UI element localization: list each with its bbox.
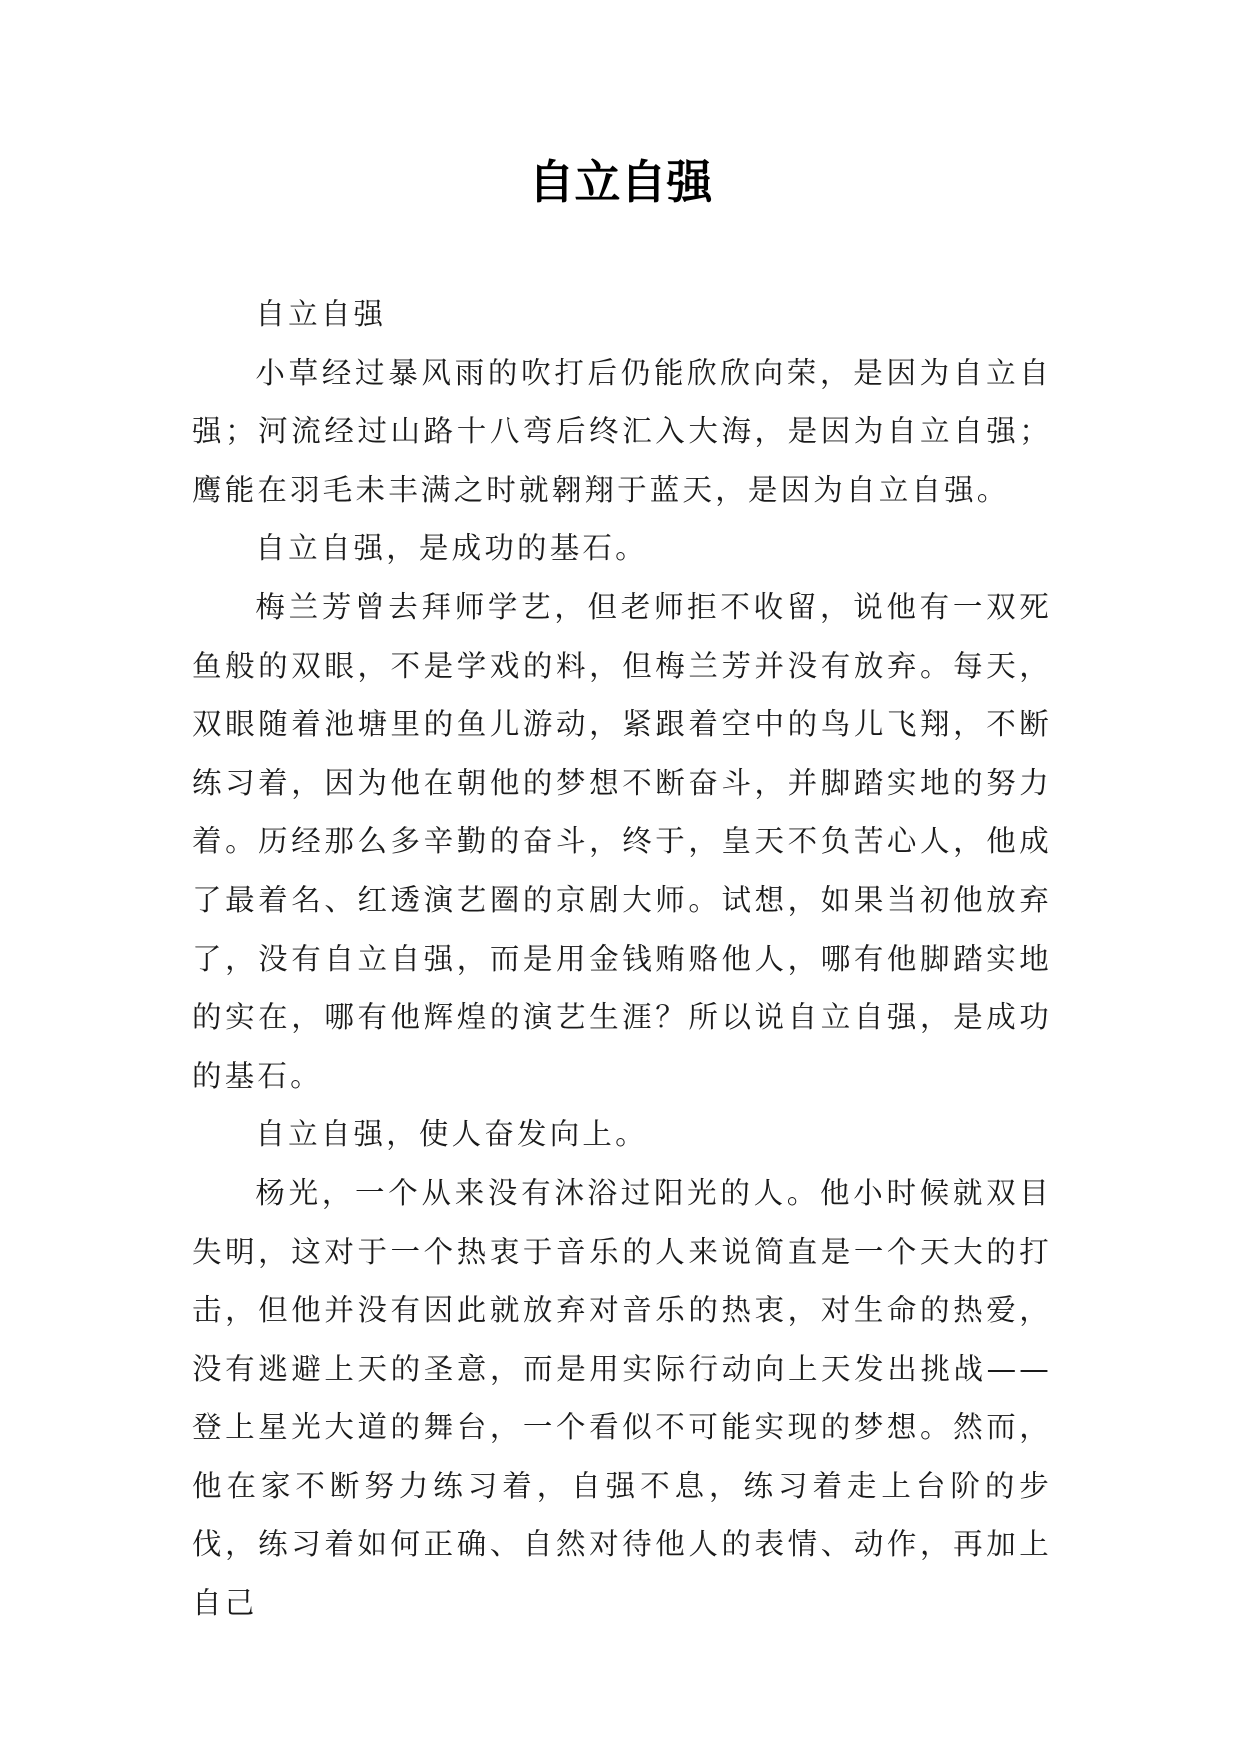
paragraph-thesis-1: 自立自强，是成功的基石。: [255, 531, 648, 566]
paragraph-intro: 小草经过暴风雨的吹打后仍能欣欣向荣，是因为自立自强；河流经过山路十八弯后终汇入大海，是因为自立自强；鹰能在羽毛未丰满之时就翱翔于蓝天，是因为自立自强。: [192, 355, 1052, 507]
document-body: [192, 285, 1052, 1633]
paragraph-example-mei-lanfang: 梅兰芳曾去拜师学艺，但老师拒不收留，说他有一双死鱼般的双眼，不是学戏的料，但梅兰芳并没有放弃。每天，双眼随着池塘里的鱼儿游动，紧跟着空中的鸟儿飞翔，不断练习着，因为他在朝他的梦想不断奋斗，并脚踏实地的努力着。历经那么多辛勤的奋斗，终于，皇天不负苦心人，他成了最着名、红透演艺圈的京剧大师。试想，如果当初他放弃了，没有自立自强，而是用金钱贿赂他人，哪有他脚踏实地的实在，哪有他辉煌的演艺生涯？所以说自立自强，是成功的基石。: [192, 589, 1052, 1093]
paragraph-subtitle: 自立自强: [255, 297, 387, 331]
paragraph-example-yang-guang: 杨光，一个从来没有沐浴过阳光的人。他小时候就双目失明，这对于一个热衷于音乐的人来说简直是一个天大的打击，但他并没有因此就放弃对音乐的热衷，对生命的热爱，没有逃避上天的圣意，而是用实际行动向上天发出挑战——登上星光大道的舞台，一个看似不可能实现的梦想。然而，他在家不断努力练习着，自强不息，练习着走上台阶的步伐，练习着如何正确、自然对待他人的表情、动作，再加上自己: [192, 1175, 1052, 1621]
paragraph-thesis-2: 自立自强，使人奋发向上。: [255, 1117, 648, 1152]
document-title: 自立自强: [528, 155, 713, 209]
